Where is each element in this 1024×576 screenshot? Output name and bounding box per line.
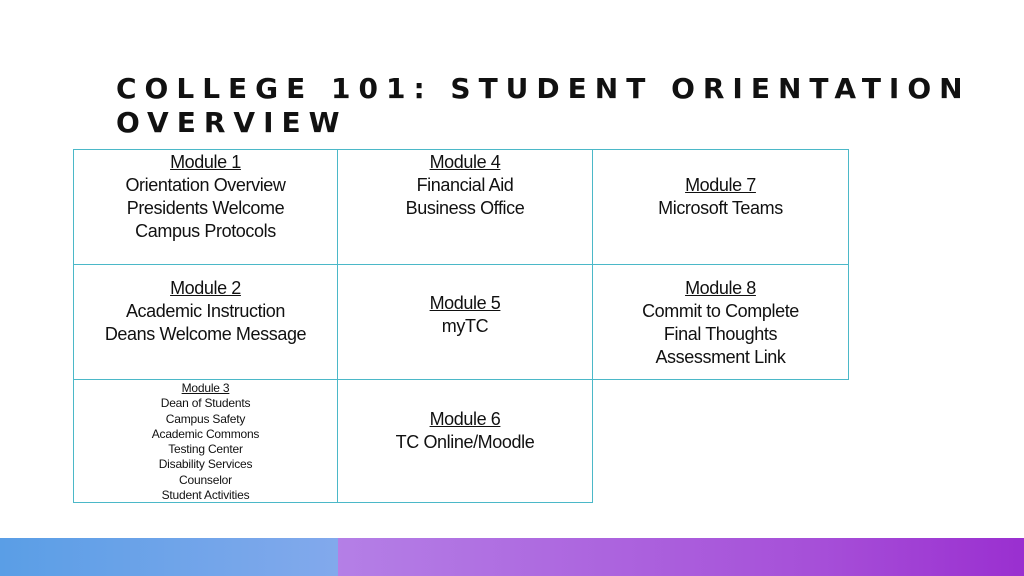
module-8-item: Final Thoughts xyxy=(663,324,778,344)
footer-bar-blue xyxy=(0,538,338,576)
module-3-item: Dean of Students xyxy=(160,396,251,411)
module-8-cell xyxy=(592,264,849,380)
module-2-heading: Module 2 xyxy=(170,278,241,298)
module-8-item: Commit to Complete xyxy=(642,301,799,321)
module-3-item: Student Activities xyxy=(161,488,250,503)
module-6-cell xyxy=(337,379,593,503)
module-1-cell xyxy=(73,149,338,265)
module-6-heading: Module 6 xyxy=(429,409,501,429)
module-5-item: myTC xyxy=(441,316,489,336)
module-4-item: Financial Aid xyxy=(416,175,514,195)
module-5-cell xyxy=(337,264,593,380)
module-3-item: Testing Center xyxy=(168,442,243,457)
module-3-item: Academic Commons xyxy=(151,426,260,441)
module-7-item: Microsoft Teams xyxy=(658,198,783,218)
module-1-heading: Module 1 xyxy=(170,152,241,172)
module-3-item: Campus Safety xyxy=(165,411,246,426)
module-3-cell xyxy=(73,379,338,503)
module-3-item: Disability Services xyxy=(158,457,253,472)
module-1-item: Orientation Overview xyxy=(125,175,286,195)
module-5-heading: Module 5 xyxy=(429,293,501,313)
module-4-cell xyxy=(337,149,593,265)
module-4-heading: Module 4 xyxy=(429,152,501,172)
module-8-heading: Module 8 xyxy=(685,278,756,298)
module-4-item: Business Office xyxy=(405,198,525,218)
module-1-item: Campus Protocols xyxy=(135,221,276,241)
module-3-item: Counselor xyxy=(179,472,232,487)
module-2-item: Deans Welcome Message xyxy=(104,324,307,344)
module-7-cell xyxy=(592,149,849,265)
module-3-heading: Module 3 xyxy=(181,381,230,395)
slide-title: COLLEGE 101: STUDENT ORIENTATION OVERVIEW xyxy=(116,72,971,139)
module-2-cell xyxy=(73,264,338,380)
footer-bar-purple xyxy=(338,538,1024,576)
module-1-item: Presidents Welcome xyxy=(126,198,285,218)
module-6-item: TC Online/Moodle xyxy=(395,432,535,452)
module-8-item: Assessment Link xyxy=(655,347,786,367)
module-2-item: Academic Instruction xyxy=(125,301,286,321)
module-7-heading: Module 7 xyxy=(685,175,756,195)
